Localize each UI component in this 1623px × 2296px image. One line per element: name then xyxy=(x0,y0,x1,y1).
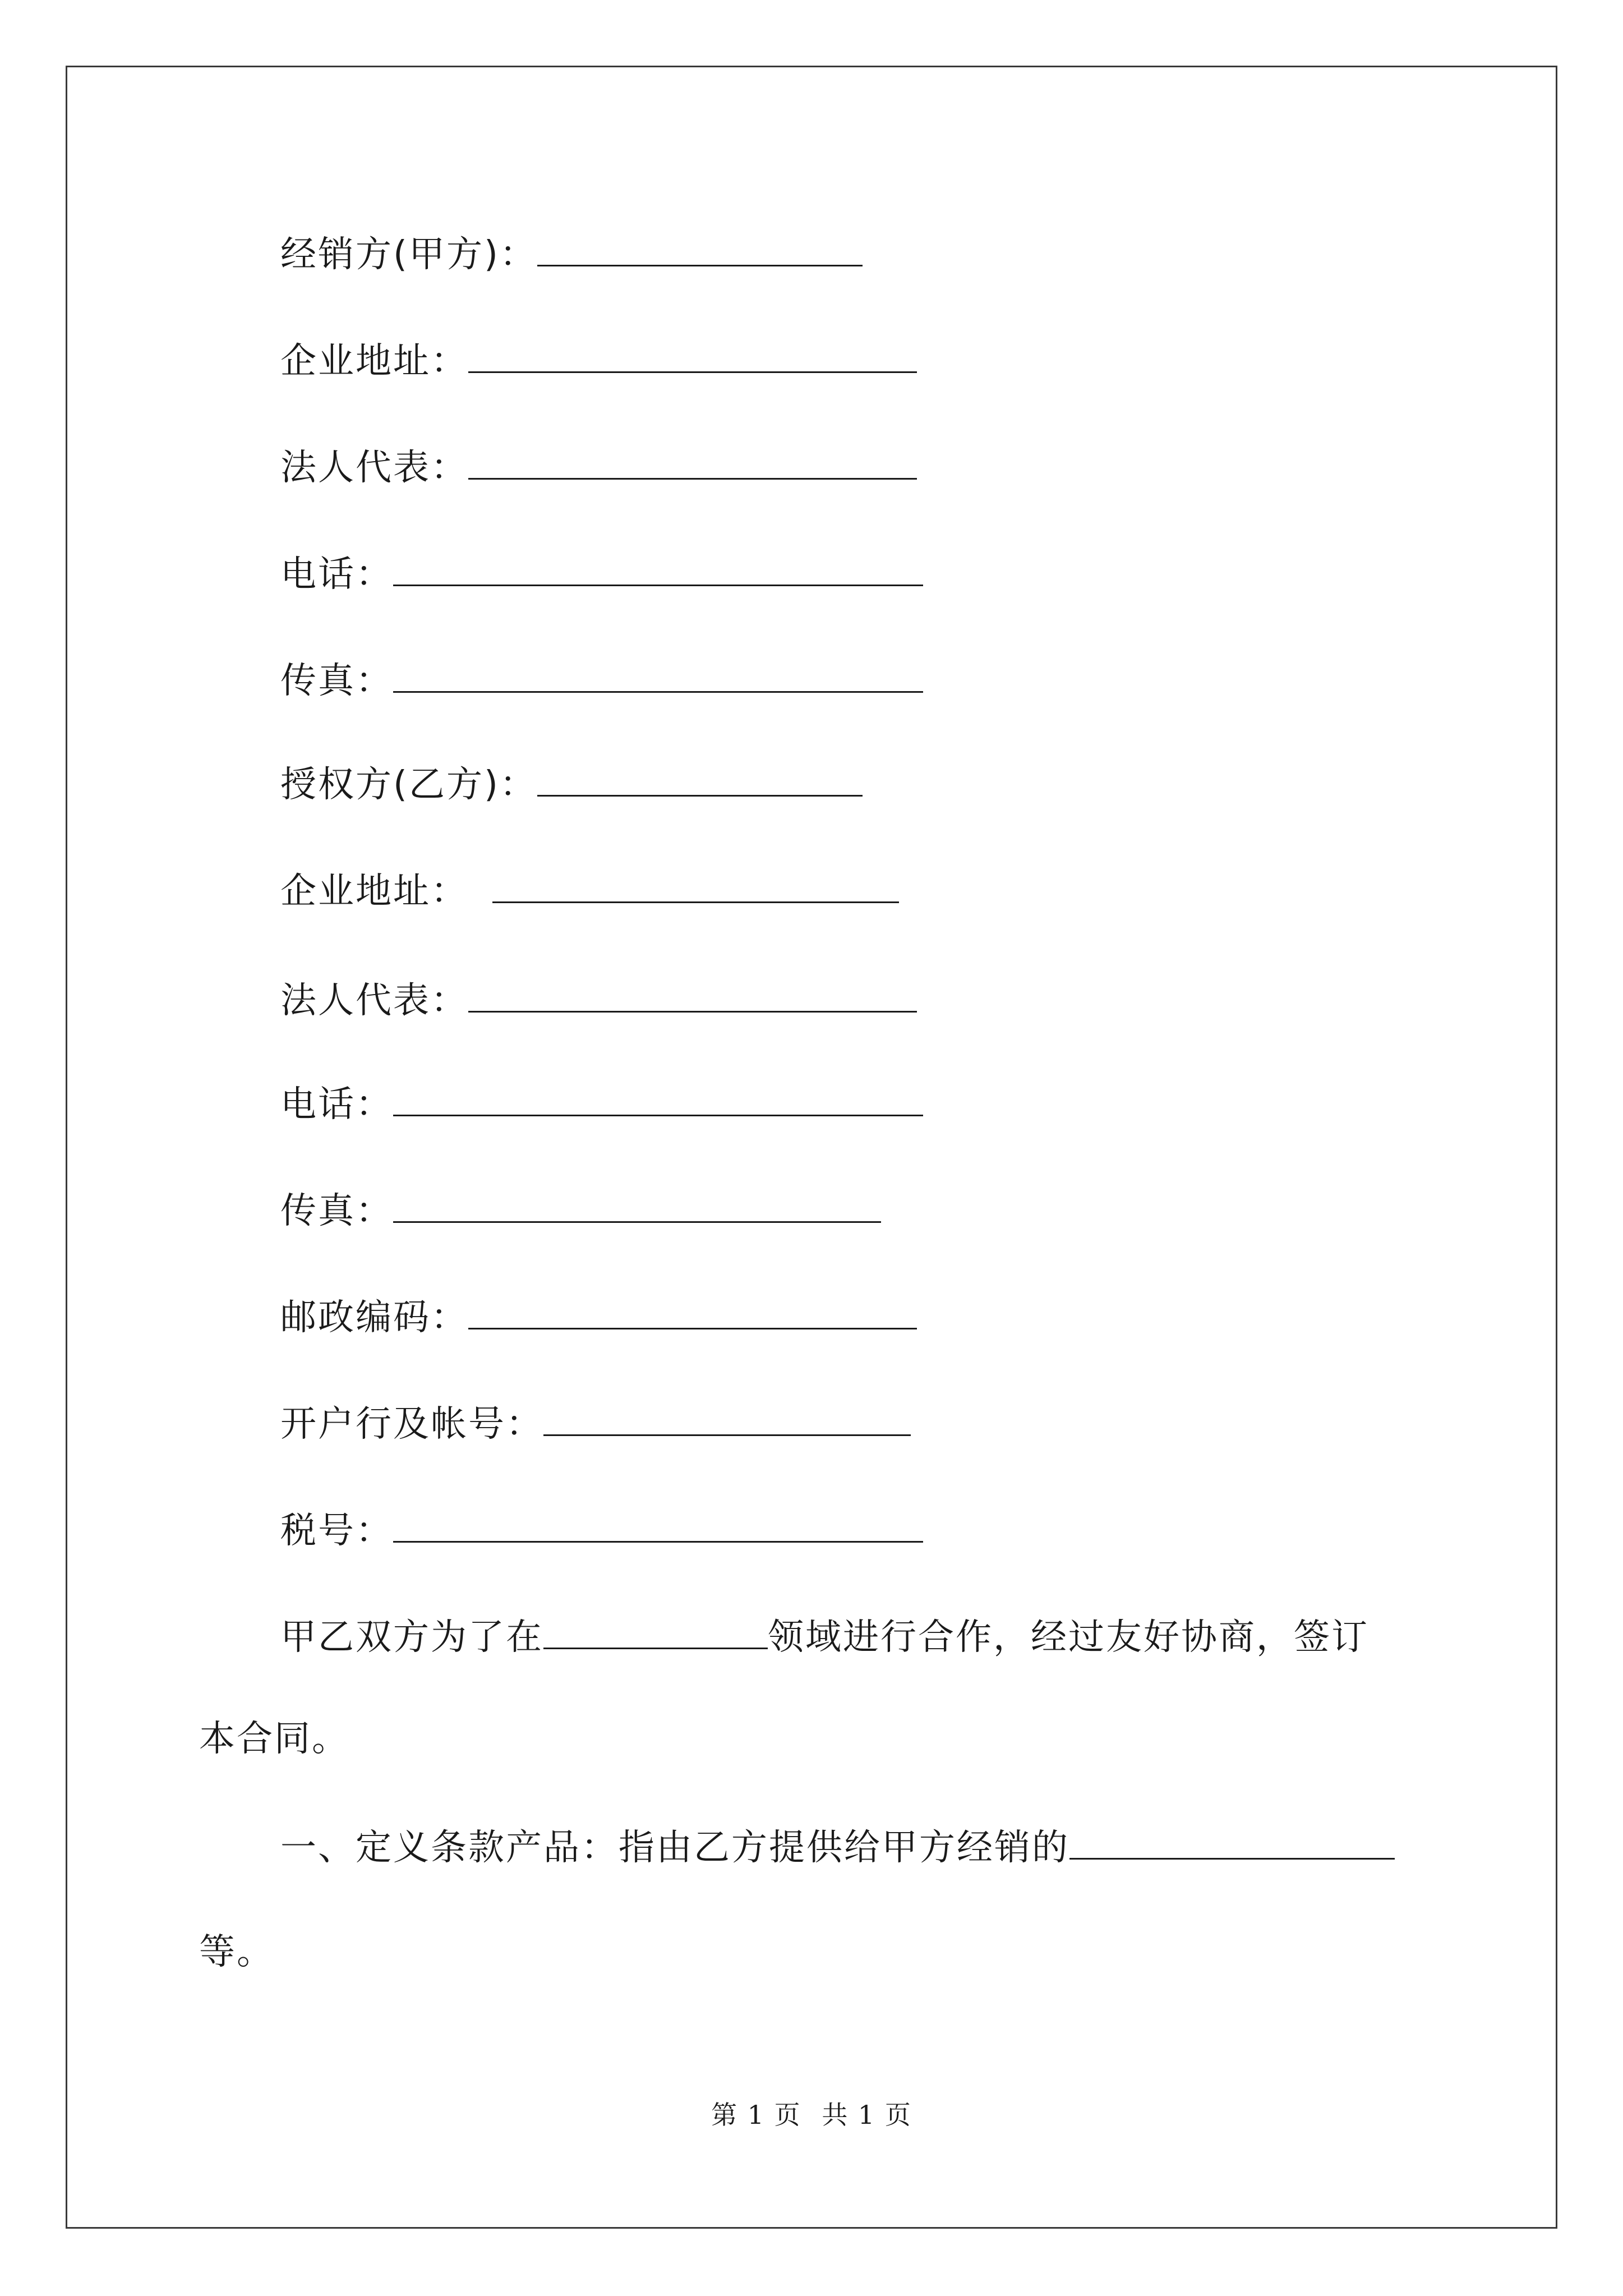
field-label: 法人代表： xyxy=(280,447,468,489)
fill-blank[interactable] xyxy=(393,1506,923,1543)
field-label: 开户行及帐号： xyxy=(280,1404,543,1445)
field-party-b-legal-rep xyxy=(280,976,917,1023)
field-label: 邮政编码： xyxy=(280,1297,468,1338)
field-party-b-address xyxy=(280,867,899,914)
fill-blank[interactable] xyxy=(468,443,917,480)
field-party-a-phone xyxy=(280,550,923,597)
fill-blank[interactable] xyxy=(543,1400,911,1436)
fill-blank[interactable] xyxy=(1069,1823,1395,1860)
field-party-b xyxy=(280,760,863,807)
paragraph-text: 甲乙双方为了在 xyxy=(280,1617,543,1658)
fill-blank[interactable] xyxy=(468,337,917,373)
field-label: 税号： xyxy=(280,1510,393,1552)
field-postal-code xyxy=(280,1293,917,1340)
field-party-a-address xyxy=(280,337,917,384)
field-label: 企业地址： xyxy=(280,871,482,912)
fill-blank[interactable] xyxy=(543,1613,768,1649)
paragraph-definitions xyxy=(280,1823,1395,1870)
field-party-a xyxy=(280,230,863,277)
paragraph-cooperation-continuation xyxy=(199,1717,349,1761)
fill-blank[interactable] xyxy=(393,656,923,693)
page-footer xyxy=(0,2098,1623,2132)
page-total: 共 1 页 xyxy=(822,2100,912,2130)
field-party-b-phone xyxy=(280,1080,923,1127)
fill-blank[interactable] xyxy=(393,550,923,586)
fill-blank[interactable] xyxy=(492,867,899,903)
paragraph-text: 领域进行合作，经过友好协商，签订 xyxy=(768,1617,1369,1658)
page-border xyxy=(66,66,1557,2229)
paragraph-cooperation xyxy=(280,1613,1369,1660)
fill-blank[interactable] xyxy=(468,976,917,1013)
paragraph-text: 一、定义条款产品：指由乙方提供给甲方经销的 xyxy=(280,1827,1069,1869)
paragraph-text: 等。 xyxy=(199,1931,274,1973)
field-tax-number xyxy=(280,1506,923,1553)
field-party-b-fax xyxy=(280,1186,881,1234)
paragraph-text: 本合同。 xyxy=(199,1718,349,1760)
field-party-a-legal-rep xyxy=(280,443,917,490)
paragraph-definitions-continuation xyxy=(199,1930,274,1975)
field-party-a-fax xyxy=(280,656,923,703)
field-label: 法人代表： xyxy=(280,980,468,1022)
field-label: 传真： xyxy=(280,660,393,702)
fill-blank[interactable] xyxy=(537,760,863,797)
fill-blank[interactable] xyxy=(393,1080,923,1116)
field-label: 电话： xyxy=(280,1084,393,1125)
field-label: 企业地址： xyxy=(280,341,468,382)
fill-blank[interactable] xyxy=(537,230,863,266)
field-bank-account xyxy=(280,1400,911,1447)
field-label: 授权方(乙方)： xyxy=(280,764,537,806)
field-label: 经销方(甲方)： xyxy=(280,234,537,275)
fill-blank[interactable] xyxy=(393,1186,881,1223)
field-label: 电话： xyxy=(280,554,393,595)
fill-blank[interactable] xyxy=(468,1293,917,1329)
page-number: 第 1 页 xyxy=(711,2100,801,2130)
field-label: 传真： xyxy=(280,1190,393,1232)
